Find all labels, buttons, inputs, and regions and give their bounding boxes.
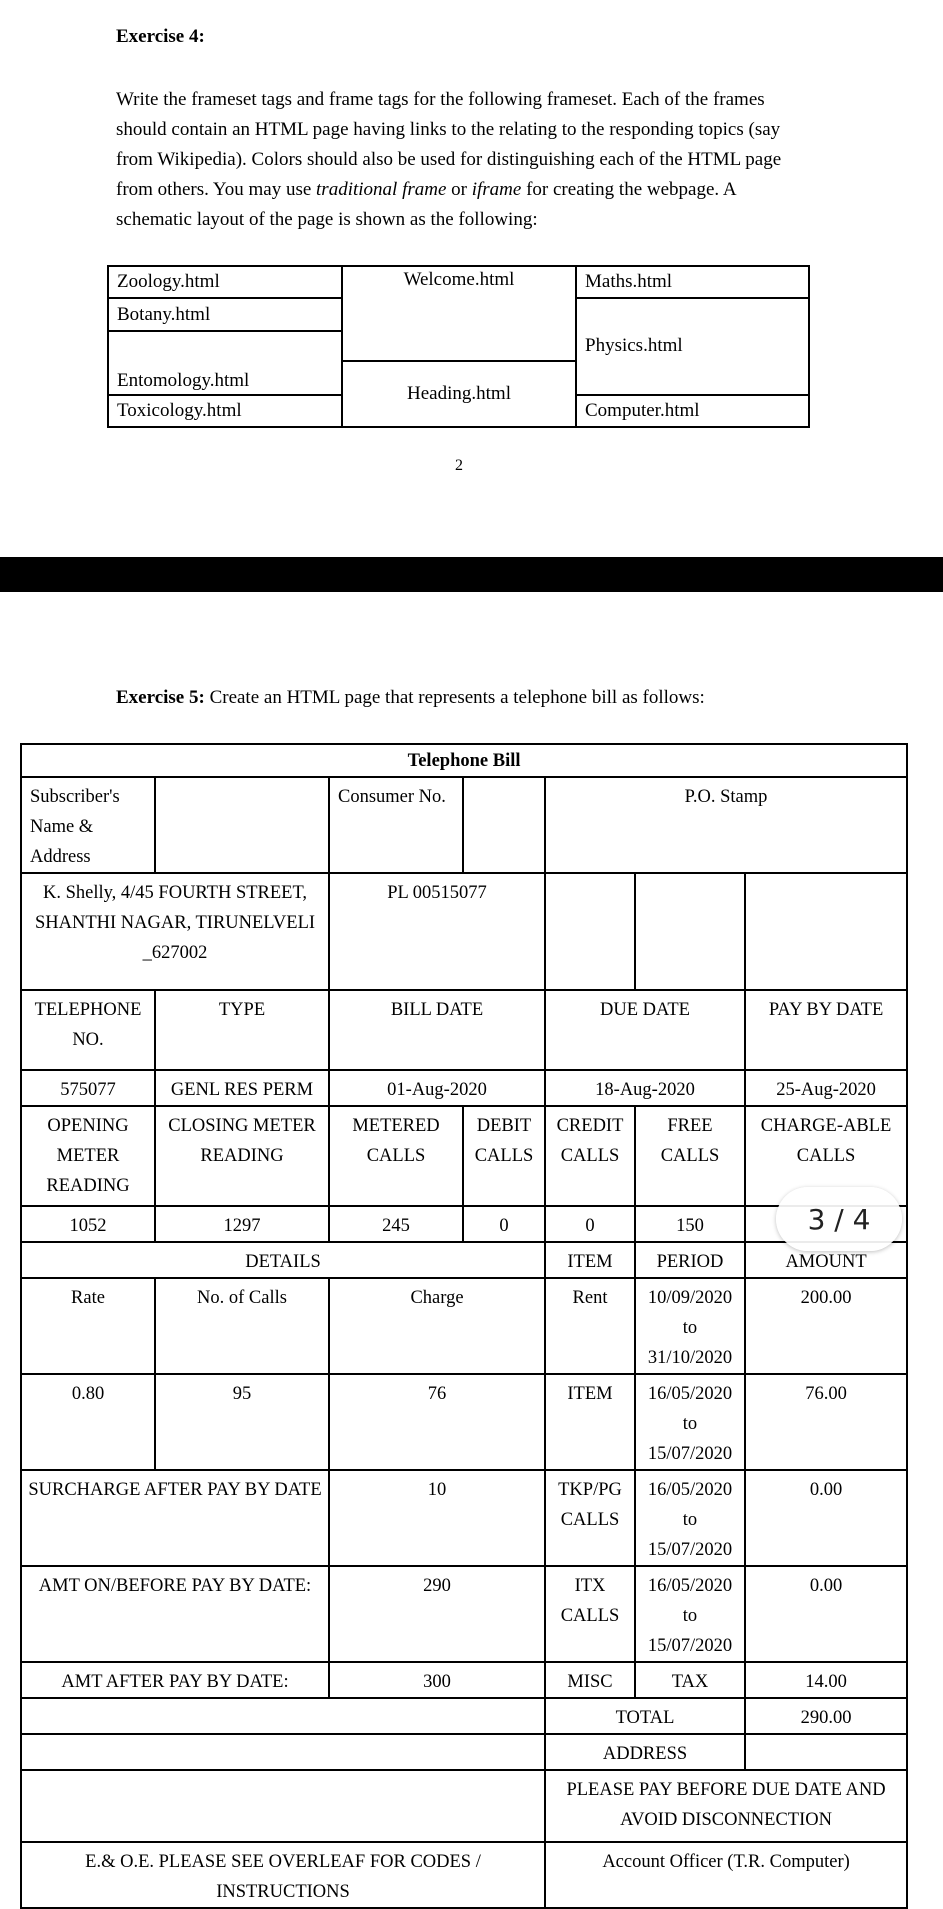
no-of-calls-value: 95 (155, 1374, 329, 1470)
amt-before-label: AMT ON/BEFORE PAY BY DATE: (21, 1566, 329, 1662)
type-value: GENL RES PERM (155, 1070, 329, 1106)
item2-amount: 76.00 (745, 1374, 907, 1470)
telephone-bill-table (20, 743, 908, 1909)
subscriber-address: K. Shelly, 4/45 FOURTH STREET, SHANTHI NAGAR, TIRUNELVELI _627002 (21, 873, 329, 990)
rent-item: Rent (545, 1278, 635, 1374)
instructions-part1: Write the frameset tags and frame tags for the following frameset. Each of the frames should contain an HTML page having links to the relating to the responding topics (say from Wikipedia). Colors should also be used for distinguishing each of the HTML page from others. You may use (116, 89, 782, 200)
itx-item: ITX CALLS (545, 1566, 635, 1662)
exercise4-title: Exercise 4: (116, 26, 205, 47)
instructions-emphasis-1: traditional frame (316, 179, 447, 200)
chargeable-calls-header: CHARGE-ABLE CALLS (745, 1106, 907, 1206)
itx-period: 16/05/2020 to 15/07/2020 (635, 1566, 745, 1662)
exercise5-label: Exercise 5: (116, 687, 205, 708)
item-header: ITEM (545, 1242, 635, 1278)
closing-reading-value: 1297 (155, 1206, 329, 1242)
amt-before-value: 290 (329, 1566, 545, 1662)
free-calls-value: 150 (635, 1206, 745, 1242)
frame-heading: Heading.html (342, 361, 576, 427)
exercise4-instructions (116, 85, 816, 235)
consumer-no-label: Consumer No. (329, 777, 463, 873)
address-value-blank (745, 1734, 907, 1770)
po-stamp-label: P.O. Stamp (545, 777, 907, 873)
address-row-blank (21, 1734, 545, 1770)
charge-value: 76 (329, 1374, 545, 1470)
account-officer: Account Officer (T.R. Computer) (545, 1842, 907, 1908)
exercise5-heading (116, 687, 705, 709)
closing-reading-header: CLOSING METER READING (155, 1106, 329, 1206)
total-value: 290.00 (745, 1698, 907, 1734)
total-row-blank (21, 1698, 545, 1734)
frame-toxicology: Toxicology.html (108, 395, 342, 427)
type-header: TYPE (155, 990, 329, 1070)
opening-reading-value: 1052 (21, 1206, 155, 1242)
page-indicator-badge: 3 / 4 (776, 1187, 902, 1251)
address-label: ADDRESS (545, 1734, 745, 1770)
frame-zoology: Zoology.html (108, 266, 342, 298)
subscriber-blank (155, 777, 329, 873)
payment-notice: PLEASE PAY BEFORE DUE DATE AND AVOID DISCONNECTION (545, 1770, 907, 1842)
frame-physics: Physics.html (576, 298, 809, 394)
consumer-blank (463, 777, 545, 873)
bill-date-value: 01-Aug-2020 (329, 1070, 545, 1106)
itx-amount: 0.00 (745, 1566, 907, 1662)
amt-after-label: AMT AFTER PAY BY DATE: (21, 1662, 329, 1698)
stamp-box-2 (635, 873, 745, 990)
item2-period: 16/05/2020 to 15/07/2020 (635, 1374, 745, 1470)
pay-by-date-value: 25-Aug-2020 (745, 1070, 907, 1106)
telephone-no-header: TELEPHONE NO. (21, 990, 155, 1070)
amount-header: AMOUNT (745, 1242, 907, 1278)
instructions-part3: for creating the webpage. A schematic layout of the page is shown as the following: (116, 179, 736, 230)
rate-header: Rate (21, 1278, 155, 1374)
due-date-header: DUE DATE (545, 990, 745, 1070)
subscriber-label: Subscriber's Name & Address (21, 777, 155, 873)
rent-amount: 200.00 (745, 1278, 907, 1374)
tkp-item: TKP/PG CALLS (545, 1470, 635, 1566)
opening-reading-header: OPENING METER READING (21, 1106, 155, 1206)
surcharge-value: 10 (329, 1470, 545, 1566)
footer-codes-note: E.& O.E. PLEASE SEE OVERLEAF FOR CODES / INSTRUCTIONS (21, 1842, 545, 1908)
frame-botany: Botany.html (108, 298, 342, 330)
stamp-box-1 (545, 873, 635, 990)
bill-date-header: BILL DATE (329, 990, 545, 1070)
misc-period: TAX (635, 1662, 745, 1698)
surcharge-label: SURCHARGE AFTER PAY BY DATE (21, 1470, 329, 1566)
rent-period: 10/09/2020 to 31/10/2020 (635, 1278, 745, 1374)
stamp-box-3 (745, 873, 907, 990)
instructions-emphasis-2: iframe (471, 179, 522, 200)
debit-calls-header: DEBIT CALLS (463, 1106, 545, 1206)
amt-after-value: 300 (329, 1662, 545, 1698)
details-header: DETAILS (21, 1242, 545, 1278)
metered-calls-value: 245 (329, 1206, 463, 1242)
period-header: PERIOD (635, 1242, 745, 1278)
no-of-calls-header: No. of Calls (155, 1278, 329, 1374)
charge-header: Charge (329, 1278, 545, 1374)
frameset-layout-table (107, 265, 810, 428)
misc-item: MISC (545, 1662, 635, 1698)
notice-row-blank (21, 1770, 545, 1842)
frame-computer: Computer.html (576, 395, 809, 427)
page-separator-band (0, 557, 943, 592)
total-label: TOTAL (545, 1698, 745, 1734)
due-date-value: 18-Aug-2020 (545, 1070, 745, 1106)
exercise5-text: Create an HTML page that represents a telephone bill as follows: (204, 687, 705, 708)
metered-calls-header: METERED CALLS (329, 1106, 463, 1206)
credit-calls-header: CREDIT CALLS (545, 1106, 635, 1206)
frame-entomology: Entomology.html (108, 331, 342, 395)
misc-amount: 14.00 (745, 1662, 907, 1698)
bill-title: Telephone Bill (21, 744, 907, 777)
page-number: 2 (455, 457, 463, 474)
debit-calls-value: 0 (463, 1206, 545, 1242)
frame-welcome: Welcome.html (342, 266, 576, 361)
tkp-amount: 0.00 (745, 1470, 907, 1566)
tkp-period: 16/05/2020 to 15/07/2020 (635, 1470, 745, 1566)
consumer-number: PL 00515077 (329, 873, 545, 990)
frame-maths: Maths.html (576, 266, 809, 298)
rate-value: 0.80 (21, 1374, 155, 1470)
telephone-no-value: 575077 (21, 1070, 155, 1106)
instructions-part2: or (446, 179, 472, 200)
credit-calls-value: 0 (545, 1206, 635, 1242)
free-calls-header: FREE CALLS (635, 1106, 745, 1206)
item2-label: ITEM (545, 1374, 635, 1470)
pay-by-date-header: PAY BY DATE (745, 990, 907, 1070)
